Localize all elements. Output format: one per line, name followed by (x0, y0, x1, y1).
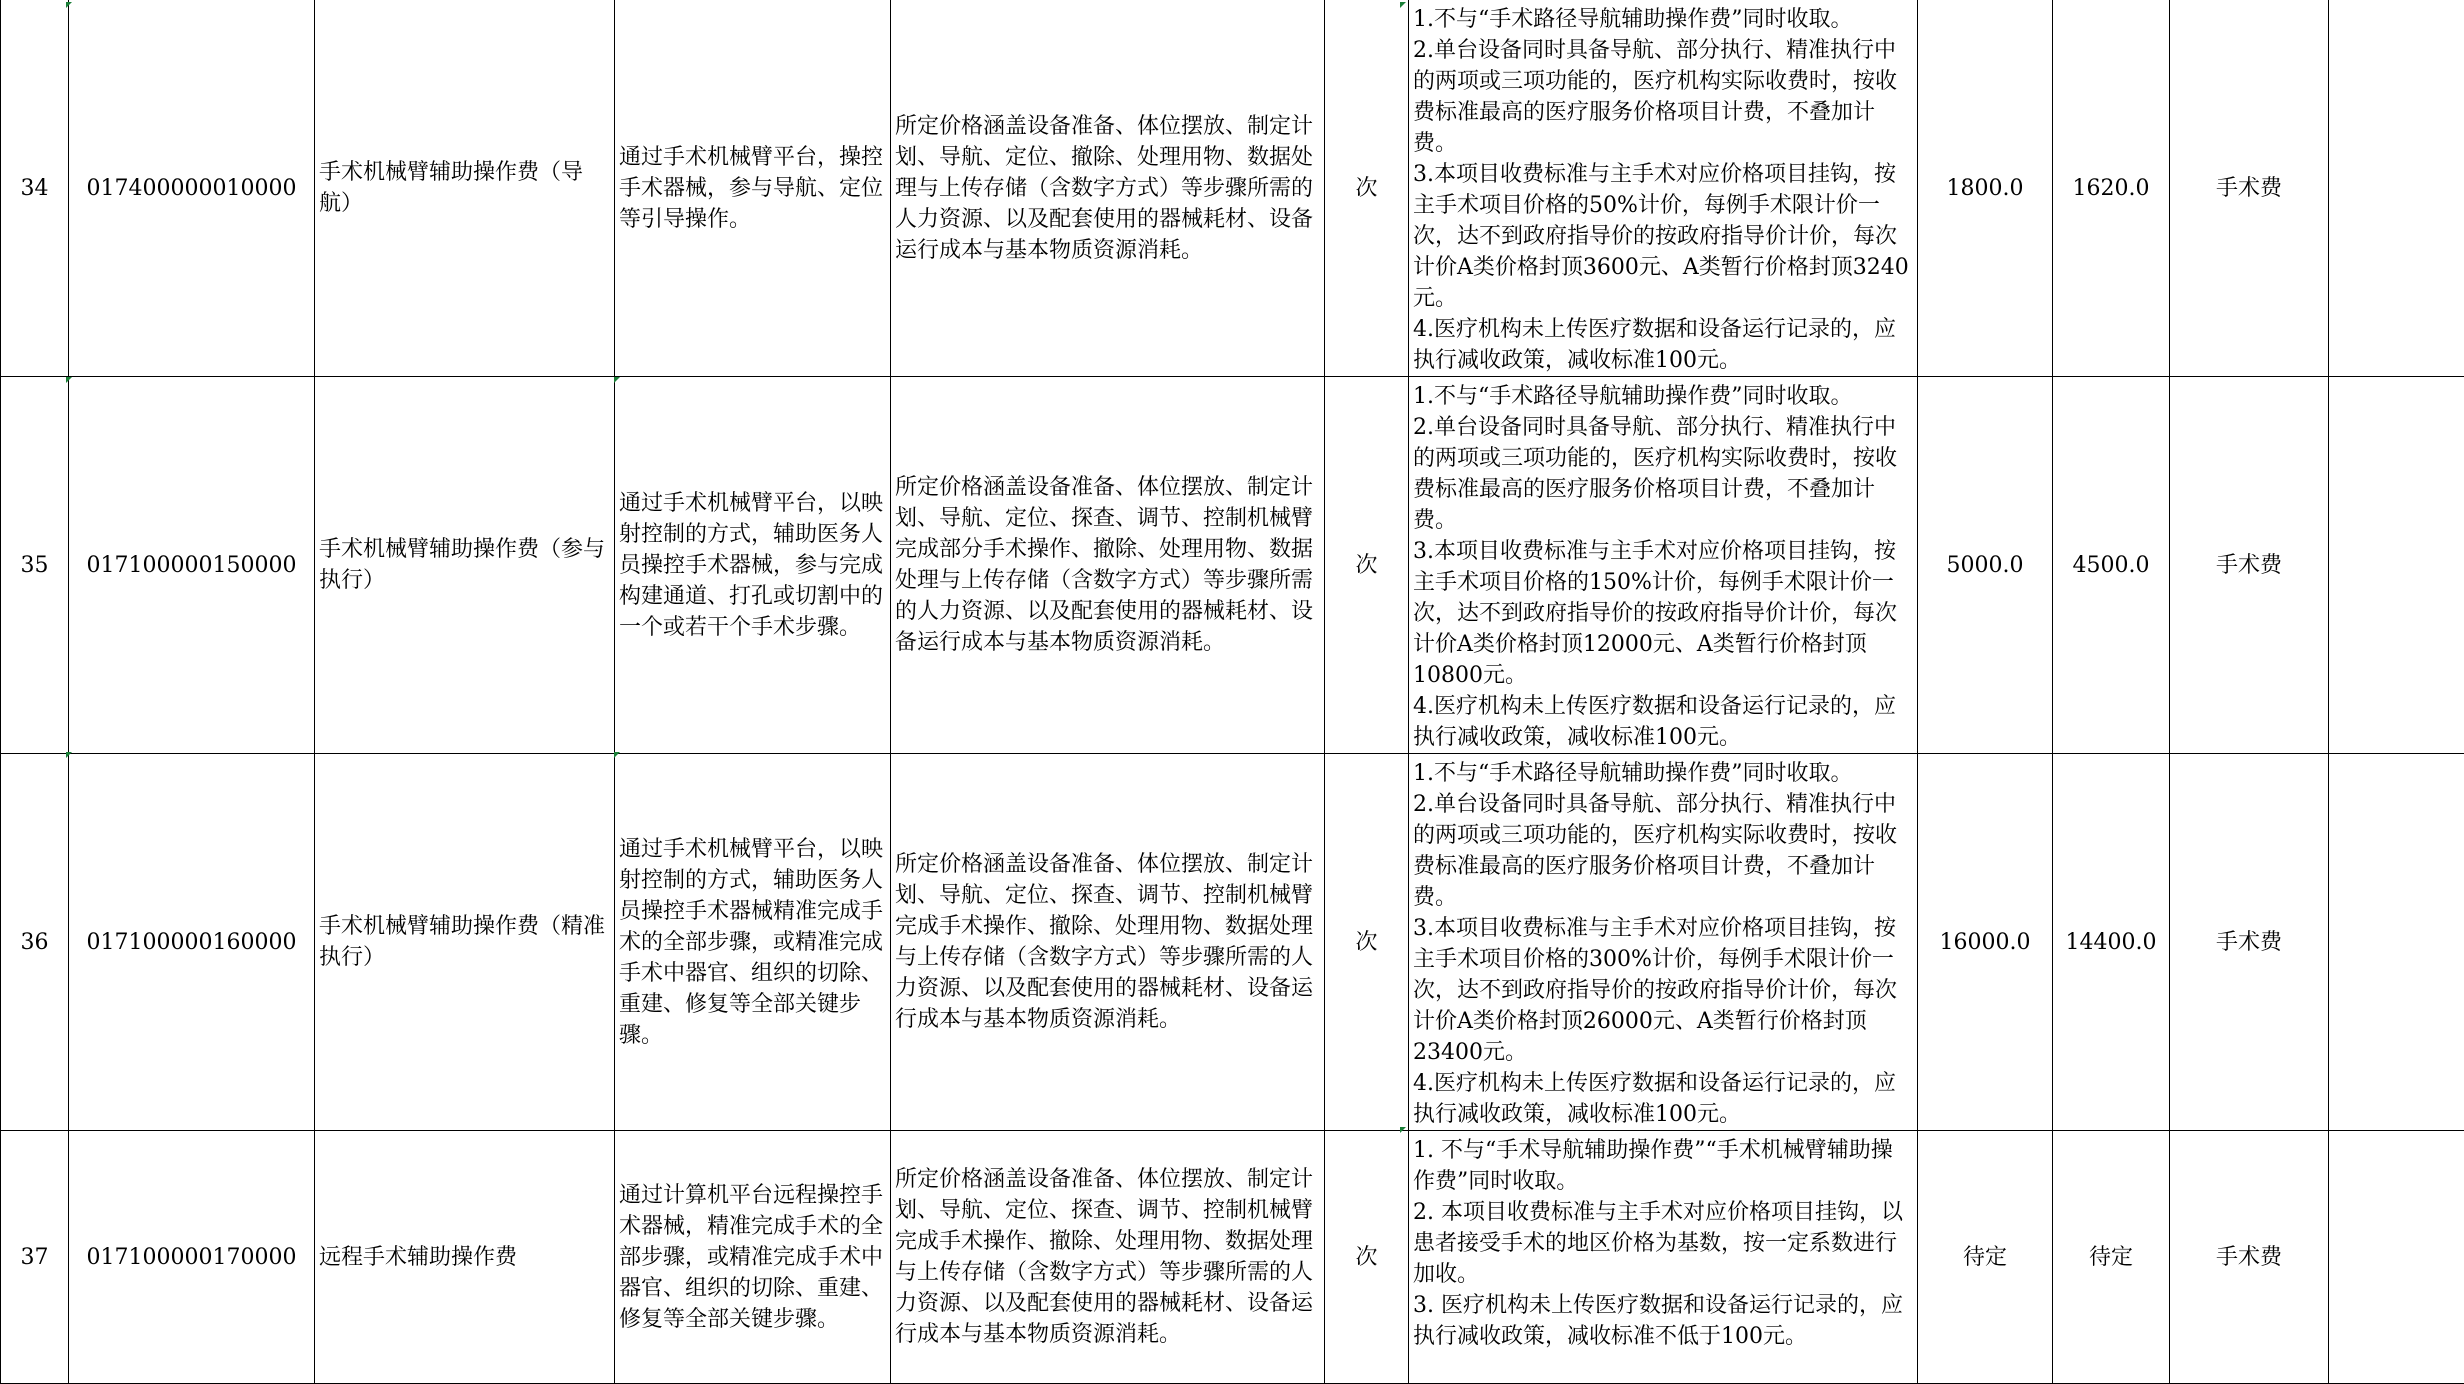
cell-no[interactable]: 35 (1, 377, 69, 754)
cell-no[interactable]: 37 (1, 1131, 69, 1384)
note-line: 4.医疗机构未上传医疗数据和设备运行记录的，应执行减收政策，减收标准100元。 (1413, 1068, 1913, 1130)
cell-price-a[interactable]: 5000.0 (1918, 377, 2053, 754)
cell-category[interactable]: 手术费 (2170, 1131, 2329, 1384)
cell-connotation[interactable]: 所定价格涵盖设备准备、体位摆放、制定计划、导航、定位、探查、调节、控制机械臂完成手术操作、撤除、处理用物、数据处理与上传存储（含数字方式）等步骤所需的人力资源、以及配套使用的器械耗材、设备运行成本与基本物质资源消耗。 (891, 1131, 1325, 1384)
cell-empty[interactable] (2329, 377, 2464, 754)
cell-unit[interactable]: 次 (1325, 377, 1409, 754)
cell-notes[interactable] (1409, 1131, 1918, 1384)
cell-content[interactable]: 通过手术机械臂平台，以映射控制的方式，辅助医务人员操控手术器械精准完成手术的全部步骤，或精准完成手术中器官、组织的切除、重建、修复等全部关键步骤。 (615, 754, 891, 1131)
cell-marker-icon (66, 752, 72, 758)
note-line: 1. 不与“手术导航辅助操作费”“手术机械臂辅助操作费”同时收取。 (1413, 1135, 1913, 1197)
cell-unit[interactable]: 次 (1325, 754, 1409, 1131)
cell-name[interactable]: 远程手术辅助操作费 (315, 1131, 615, 1384)
cell-price-b[interactable]: 待定 (2053, 1131, 2170, 1384)
cell-unit[interactable]: 次 (1325, 1131, 1409, 1384)
cell-name[interactable]: 手术机械臂辅助操作费（导航） (315, 0, 615, 377)
cell-price-a[interactable]: 1800.0 (1918, 0, 2053, 377)
cell-empty[interactable] (2329, 754, 2464, 1131)
cell-no[interactable]: 36 (1, 754, 69, 1131)
cell-category[interactable]: 手术费 (2170, 754, 2329, 1131)
cell-connotation[interactable]: 所定价格涵盖设备准备、体位摆放、制定计划、导航、定位、撤除、处理用物、数据处理与上传存储（含数字方式）等步骤所需的人力资源、以及配套使用的器械耗材、设备运行成本与基本物质资源消耗。 (891, 0, 1325, 377)
note-line: 3.本项目收费标准与主手术对应价格项目挂钩，按主手术项目价格的50%计价，每例手术限计价一次，达不到政府指导价的按政府指导价计价，每次计价A类价格封顶3600元、A类暂行价格封顶3240元。 (1413, 159, 1913, 314)
note-line: 1.不与“手术路径导航辅助操作费”同时收取。 (1413, 4, 1913, 35)
cell-code[interactable]: 017100000150000 (69, 377, 315, 754)
note-line: 2.单台设备同时具备导航、部分执行、精准执行中的两项或三项功能的，医疗机构实际收费时，按收费标准最高的医疗服务价格项目计费，不叠加计费。 (1413, 35, 1913, 159)
note-line: 1.不与“手术路径导航辅助操作费”同时收取。 (1413, 381, 1913, 412)
cell-notes[interactable] (1409, 754, 1918, 1131)
note-line: 3.本项目收费标准与主手术对应价格项目挂钩，按主手术项目价格的300%计价，每例手术限计价一次，达不到政府指导价的按政府指导价计价，每次计价A类价格封顶26000元、A类暂行价格封顶23400元。 (1413, 913, 1913, 1068)
cell-notes[interactable] (1409, 377, 1918, 754)
cell-price-b[interactable]: 1620.0 (2053, 0, 2170, 377)
cell-code[interactable]: 017400000010000 (69, 0, 315, 377)
note-line: 4.医疗机构未上传医疗数据和设备运行记录的，应执行减收政策，减收标准100元。 (1413, 314, 1913, 376)
cell-content[interactable]: 通过计算机平台远程操控手术器械，精准完成手术的全部步骤，或精准完成手术中器官、组织的切除、重建、修复等全部关键步骤。 (615, 1131, 891, 1384)
cell-price-b[interactable]: 14400.0 (2053, 754, 2170, 1131)
cell-price-a[interactable]: 16000.0 (1918, 754, 2053, 1131)
table-row[interactable] (1, 377, 2464, 754)
cell-code[interactable]: 017100000170000 (69, 1131, 315, 1384)
cell-empty[interactable] (2329, 1131, 2464, 1384)
note-line: 3.本项目收费标准与主手术对应价格项目挂钩，按主手术项目价格的150%计价，每例手术限计价一次，达不到政府指导价的按政府指导价计价，每次计价A类价格封顶12000元、A类暂行价格封顶10800元。 (1413, 536, 1913, 691)
note-line: 1.不与“手术路径导航辅助操作费”同时收取。 (1413, 758, 1913, 789)
cell-content[interactable]: 通过手术机械臂平台，操控手术器械，参与导航、定位等引导操作。 (615, 0, 891, 377)
cell-name[interactable]: 手术机械臂辅助操作费（参与执行） (315, 377, 615, 754)
cell-price-a[interactable]: 待定 (1918, 1131, 2053, 1384)
cell-price-b[interactable]: 4500.0 (2053, 377, 2170, 754)
cell-category[interactable]: 手术费 (2170, 377, 2329, 754)
note-line: 4.医疗机构未上传医疗数据和设备运行记录的，应执行减收政策，减收标准100元。 (1413, 691, 1913, 753)
cell-marker-icon (66, 377, 72, 383)
cell-marker-icon (1400, 2, 1406, 8)
cell-connotation[interactable]: 所定价格涵盖设备准备、体位摆放、制定计划、导航、定位、探查、调节、控制机械臂完成部分手术操作、撤除、处理用物、数据处理与上传存储（含数字方式）等步骤所需的人力资源、以及配套使用的器械耗材、设备运行成本与基本物质资源消耗。 (891, 377, 1325, 754)
table-row[interactable] (1, 1131, 2464, 1384)
note-line: 2. 本项目收费标准与主手术对应价格项目挂钩，以患者接受手术的地区价格为基数，按一定系数进行加收。 (1413, 1197, 1913, 1290)
cell-marker-icon (614, 377, 620, 383)
cell-marker-icon (614, 752, 620, 758)
cell-notes[interactable] (1409, 0, 1918, 377)
note-line: 3. 医疗机构未上传医疗数据和设备运行记录的，应执行减收政策，减收标准不低于100元。 (1413, 1290, 1913, 1352)
table-row[interactable] (1, 0, 2464, 377)
cell-code[interactable]: 017100000160000 (69, 754, 315, 1131)
cell-content[interactable]: 通过手术机械臂平台，以映射控制的方式，辅助医务人员操控手术器械，参与完成构建通道、打孔或切割中的一个或若干个手术步骤。 (615, 377, 891, 754)
cell-empty[interactable] (2329, 0, 2464, 377)
cell-marker-icon (66, 2, 72, 8)
cell-no[interactable]: 34 (1, 0, 69, 377)
note-line: 2.单台设备同时具备导航、部分执行、精准执行中的两项或三项功能的，医疗机构实际收费时，按收费标准最高的医疗服务价格项目计费，不叠加计费。 (1413, 789, 1913, 913)
cell-category[interactable]: 手术费 (2170, 0, 2329, 377)
cell-name[interactable]: 手术机械臂辅助操作费（精准执行） (315, 754, 615, 1131)
table-row[interactable] (1, 754, 2464, 1131)
cell-marker-icon (1400, 1127, 1406, 1133)
cell-unit[interactable]: 次 (1325, 0, 1409, 377)
cell-connotation[interactable]: 所定价格涵盖设备准备、体位摆放、制定计划、导航、定位、探查、调节、控制机械臂完成手术操作、撤除、处理用物、数据处理与上传存储（含数字方式）等步骤所需的人力资源、以及配套使用的器械耗材、设备运行成本与基本物质资源消耗。 (891, 754, 1325, 1131)
note-line: 2.单台设备同时具备导航、部分执行、精准执行中的两项或三项功能的，医疗机构实际收费时，按收费标准最高的医疗服务价格项目计费，不叠加计费。 (1413, 412, 1913, 536)
